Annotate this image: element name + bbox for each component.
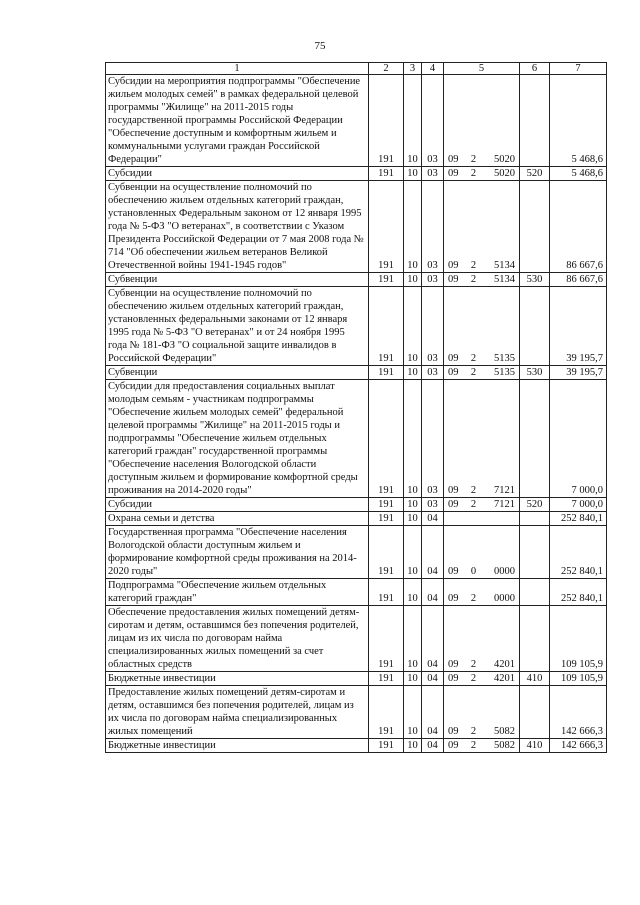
row-code-col4: 04 (422, 512, 444, 526)
row-code-col6 (520, 512, 550, 526)
row-code-col5 (444, 672, 520, 686)
row-code-col5 (444, 579, 520, 606)
row-amount: 5 468,6 (550, 167, 607, 181)
row-code-col6: 520 (520, 498, 550, 512)
column-header: 7 (550, 63, 607, 75)
row-code-col5-program: 09 (448, 659, 459, 670)
row-code-col5 (444, 273, 520, 287)
row-amount: 142 666,3 (550, 739, 607, 753)
row-code-col5-parts (444, 153, 519, 166)
table-row (106, 380, 607, 498)
row-code-col4: 04 (422, 606, 444, 672)
row-code-col5 (444, 512, 520, 526)
row-code-col2: 191 (369, 686, 404, 739)
row-code-col4: 04 (422, 672, 444, 686)
row-code-col5-item: 5135 (494, 353, 515, 364)
row-code-col3: 10 (404, 181, 422, 273)
table-row (106, 606, 607, 672)
row-code-col5-program: 09 (448, 260, 459, 271)
row-code-col5 (444, 380, 520, 498)
table-row (106, 273, 607, 287)
row-code-col3: 10 (404, 498, 422, 512)
row-description: Субсидии для предоставления социальных выплат молодым семьям - участникам подпрограммы "Обеспечение жильем молодых семей" федеральной целевой программы "Жилище" на 2011-2015 годы и подпрограммы "Обеспечение жильем отдельных категорий граждан" государственной программы "Обеспечение населения Вологодской области доступным жильем и формирование комфортной среды проживания на 2014-2020 годы" (106, 380, 369, 498)
row-code-col5-parts (444, 725, 519, 738)
row-code-col5-parts (444, 565, 519, 578)
table-row (106, 167, 607, 181)
row-code-col2: 191 (369, 287, 404, 366)
table-row (106, 526, 607, 579)
row-description: Субсидии (106, 498, 369, 512)
row-code-col4: 03 (422, 498, 444, 512)
row-description: Предоставление жилых помещений детям-сиротам и детям, оставшимся без попечения родителей, лицам из их числа по договорам найма специализированных жилых помещений (106, 686, 369, 739)
row-code-col2: 191 (369, 498, 404, 512)
row-code-col4: 03 (422, 366, 444, 380)
row-code-col5-parts (444, 167, 519, 180)
row-code-col5-program: 09 (448, 154, 459, 165)
row-description: Субвенции (106, 273, 369, 287)
row-code-col3: 10 (404, 366, 422, 380)
row-amount: 5 468,6 (550, 75, 607, 167)
row-code-col5-parts (444, 259, 519, 272)
row-description: Государственная программа "Обеспечение населения Вологодской области доступным жильем и формирование комфортной среды проживания на 2014-2020 годы" (106, 526, 369, 579)
row-code-col4: 03 (422, 380, 444, 498)
row-code-col5-subprogram: 0 (470, 566, 477, 577)
table-row (106, 498, 607, 512)
column-header: 3 (404, 63, 422, 75)
row-code-col4: 03 (422, 167, 444, 181)
row-code-col5-subprogram: 2 (470, 726, 477, 737)
row-code-col5-item: 5082 (494, 726, 515, 737)
page-number: 75 (314, 40, 326, 52)
row-description: Субсидии (106, 167, 369, 181)
row-amount: 252 840,1 (550, 512, 607, 526)
row-code-col5-item: 5082 (494, 740, 515, 751)
row-code-col5 (444, 181, 520, 273)
table-row (106, 672, 607, 686)
row-code-col4: 04 (422, 579, 444, 606)
row-code-col5-item: 5134 (494, 274, 515, 285)
row-description: Бюджетные инвестиции (106, 672, 369, 686)
row-code-col6 (520, 181, 550, 273)
row-code-col5-item: 5134 (494, 260, 515, 271)
row-code-col5-parts (444, 739, 519, 752)
row-code-col6 (520, 579, 550, 606)
row-code-col5-subprogram: 2 (470, 740, 477, 751)
row-code-col3: 10 (404, 686, 422, 739)
row-code-col3: 10 (404, 380, 422, 498)
row-code-col6 (520, 606, 550, 672)
row-code-col3: 10 (404, 579, 422, 606)
row-code-col5 (444, 606, 520, 672)
row-code-col2: 191 (369, 606, 404, 672)
row-code-col6: 520 (520, 167, 550, 181)
row-code-col5-subprogram: 2 (470, 367, 477, 378)
row-code-col5-parts (444, 273, 519, 286)
row-code-col3: 10 (404, 512, 422, 526)
row-code-col5-parts (444, 672, 519, 685)
table-row (106, 512, 607, 526)
row-code-col5-program: 09 (448, 367, 459, 378)
row-amount: 142 666,3 (550, 686, 607, 739)
row-code-col4: 03 (422, 287, 444, 366)
table-row (106, 579, 607, 606)
row-code-col5-item: 5135 (494, 367, 515, 378)
row-code-col5-item: 4201 (494, 673, 515, 684)
row-amount: 86 667,6 (550, 273, 607, 287)
row-code-col2: 191 (369, 672, 404, 686)
column-header: 5 (444, 63, 520, 75)
column-header: 2 (369, 63, 404, 75)
table-header-row (106, 63, 607, 75)
row-code-col5-program: 09 (448, 726, 459, 737)
row-amount: 86 667,6 (550, 181, 607, 273)
row-code-col4: 03 (422, 273, 444, 287)
budget-table (105, 62, 607, 753)
row-code-col5-subprogram: 2 (470, 499, 477, 510)
row-code-col3: 10 (404, 526, 422, 579)
row-code-col4: 03 (422, 181, 444, 273)
row-amount: 39 195,7 (550, 366, 607, 380)
row-description: Субвенции (106, 366, 369, 380)
row-code-col5-program: 09 (448, 485, 459, 496)
row-description: Охрана семьи и детства (106, 512, 369, 526)
row-code-col4: 04 (422, 686, 444, 739)
row-description: Субсидии на мероприятия подпрограммы "Обеспечение жильем молодых семей" в рамках федеральной целевой программы "Жилище" на 2011-2015 годы государственной программы Российской Федерации "Обеспечение доступным и комфортным жильем и коммунальными услугами граждан Российской Федерации" (106, 75, 369, 167)
row-code-col4: 03 (422, 75, 444, 167)
row-code-col5-program: 09 (448, 593, 459, 604)
row-code-col4: 04 (422, 526, 444, 579)
row-code-col5 (444, 686, 520, 739)
row-code-col2: 191 (369, 167, 404, 181)
row-code-col2: 191 (369, 526, 404, 579)
row-code-col5-program: 09 (448, 566, 459, 577)
row-code-col6: 530 (520, 273, 550, 287)
row-code-col5-subprogram: 2 (470, 260, 477, 271)
row-amount: 39 195,7 (550, 287, 607, 366)
row-code-col2: 191 (369, 512, 404, 526)
row-code-col2: 191 (369, 380, 404, 498)
row-code-col5-parts (444, 352, 519, 365)
row-code-col6 (520, 526, 550, 579)
table-row (106, 75, 607, 167)
row-code-col2: 191 (369, 366, 404, 380)
row-code-col3: 10 (404, 75, 422, 167)
row-code-col6 (520, 287, 550, 366)
table-row (106, 739, 607, 753)
row-code-col5-program: 09 (448, 353, 459, 364)
row-code-col5 (444, 498, 520, 512)
row-code-col6 (520, 75, 550, 167)
row-code-col5 (444, 739, 520, 753)
column-header: 4 (422, 63, 444, 75)
row-code-col5-program: 09 (448, 673, 459, 684)
row-code-col5-parts (444, 484, 519, 497)
row-code-col5-subprogram: 2 (470, 353, 477, 364)
table-row (106, 366, 607, 380)
row-code-col3: 10 (404, 672, 422, 686)
row-code-col5-parts (444, 498, 519, 511)
row-amount: 252 840,1 (550, 526, 607, 579)
row-code-col5-item: 7121 (494, 485, 515, 496)
column-header: 1 (106, 63, 369, 75)
row-description: Субвенции на осуществление полномочий по обеспечению жильем отдельных категорий граждан, установленных Федеральным законом от 12 января 1995 года № 5-ФЗ "О ветеранах", в соответствии с Указом Президента Российской Федерации от 7 мая 2008 года № 714 "Об обеспечении жильем ветеранов Великой Отечественной войны 1941-1945 годов" (106, 181, 369, 273)
table-row (106, 287, 607, 366)
row-code-col3: 10 (404, 287, 422, 366)
row-code-col5-subprogram: 2 (470, 659, 477, 670)
row-amount: 109 105,9 (550, 606, 607, 672)
column-header: 6 (520, 63, 550, 75)
row-code-col5-parts (444, 592, 519, 605)
row-code-col6: 410 (520, 672, 550, 686)
row-code-col5-program: 09 (448, 499, 459, 510)
row-code-col3: 10 (404, 167, 422, 181)
row-description: Обеспечение предоставления жилых помещений детям-сиротам и детям, оставшимся без попечения родителей, лицам из их числа по договорам найма специализированных жилых помещений за счет областных средств (106, 606, 369, 672)
row-code-col2: 191 (369, 75, 404, 167)
row-code-col5-item: 5020 (494, 154, 515, 165)
row-code-col5-subprogram: 2 (470, 154, 477, 165)
row-code-col5 (444, 167, 520, 181)
row-code-col2: 191 (369, 579, 404, 606)
row-code-col2: 191 (369, 273, 404, 287)
row-code-col5 (444, 287, 520, 366)
row-code-col6 (520, 380, 550, 498)
row-code-col3: 10 (404, 606, 422, 672)
row-code-col5 (444, 366, 520, 380)
row-code-col5-item: 7121 (494, 499, 515, 510)
row-amount: 252 840,1 (550, 579, 607, 606)
row-code-col5-subprogram: 2 (470, 673, 477, 684)
row-code-col5-program: 09 (448, 740, 459, 751)
row-code-col5-program: 09 (448, 168, 459, 179)
row-amount: 7 000,0 (550, 498, 607, 512)
row-code-col6: 410 (520, 739, 550, 753)
row-code-col6: 530 (520, 366, 550, 380)
row-code-col5 (444, 75, 520, 167)
row-amount: 7 000,0 (550, 380, 607, 498)
row-code-col5-subprogram: 2 (470, 593, 477, 604)
table-row (106, 181, 607, 273)
row-code-col5-item: 0000 (494, 593, 515, 604)
row-code-col5-item: 4201 (494, 659, 515, 670)
row-code-col5-item: 5020 (494, 168, 515, 179)
table-row (106, 686, 607, 739)
row-code-col5-program: 09 (448, 274, 459, 285)
row-code-col4: 04 (422, 739, 444, 753)
row-code-col5-subprogram: 2 (470, 274, 477, 285)
row-code-col5-item: 0000 (494, 566, 515, 577)
row-code-col3: 10 (404, 739, 422, 753)
row-code-col5-parts (444, 658, 519, 671)
row-code-col2: 191 (369, 181, 404, 273)
row-code-col5-subprogram: 2 (470, 168, 477, 179)
row-code-col5-subprogram: 2 (470, 485, 477, 496)
row-description: Подпрограмма "Обеспечение жильем отдельных категорий граждан" (106, 579, 369, 606)
row-code-col5-parts (444, 366, 519, 379)
row-description: Бюджетные инвестиции (106, 739, 369, 753)
row-amount: 109 105,9 (550, 672, 607, 686)
row-code-col2: 191 (369, 739, 404, 753)
row-code-col3: 10 (404, 273, 422, 287)
row-description: Субвенции на осуществление полномочий по обеспечению жильем отдельных категорий граждан, установленных федеральными законами от 12 января 1995 года № 5-ФЗ "О ветеранах" и от 24 ноября 1995 года № 181-ФЗ "О социальной защите инвалидов в Российской Федерации" (106, 287, 369, 366)
row-code-col6 (520, 686, 550, 739)
row-code-col5 (444, 526, 520, 579)
